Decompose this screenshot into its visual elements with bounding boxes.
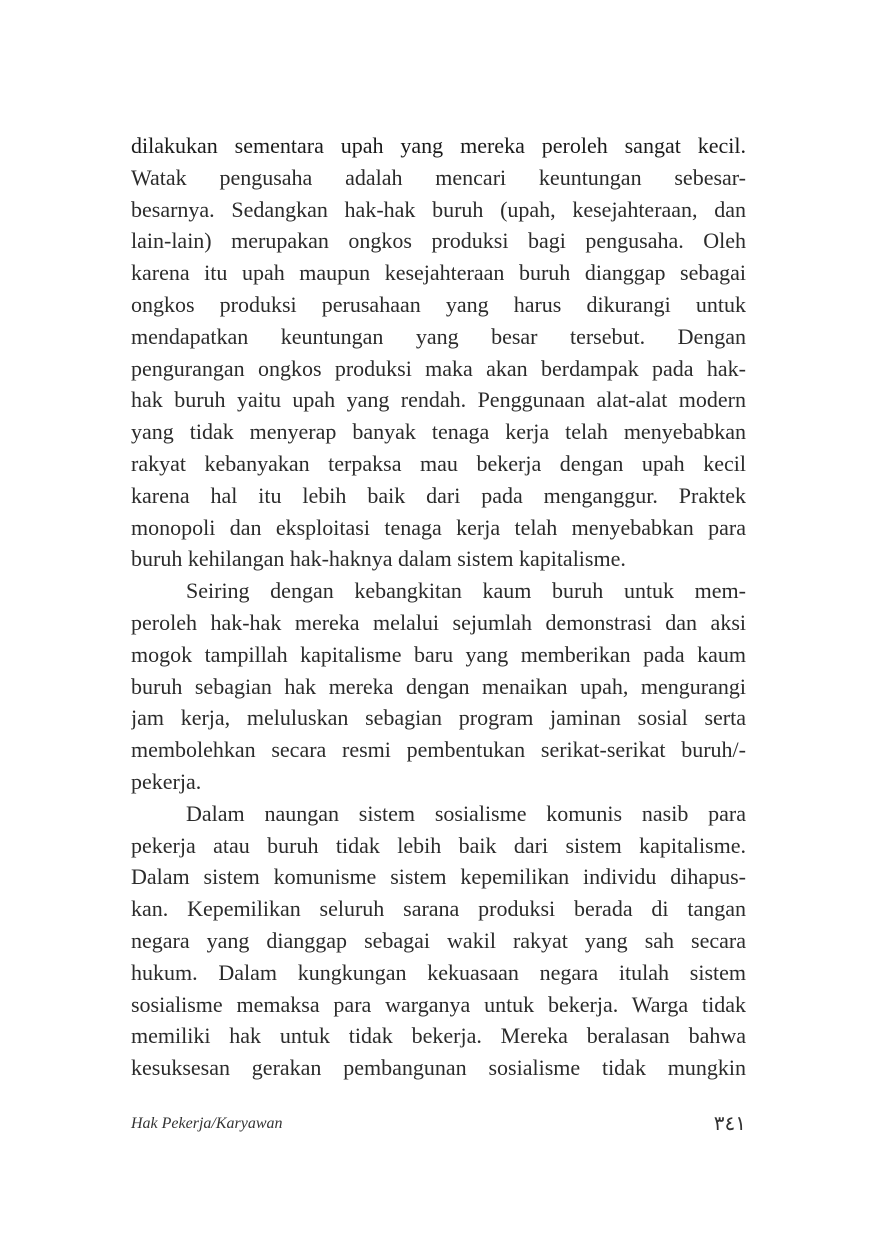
text-line: pengurangan ongkos produksi maka akan berdampak pada hak- — [131, 355, 746, 381]
text-line: Dalam naungan sistem sosialisme komunis nasib para — [186, 800, 746, 826]
page-number: ٣٤١ — [713, 1113, 746, 1135]
text-line: membolehkan secara resmi pembentukan serikat-serikat buruh/- — [131, 737, 746, 763]
text-line: rakyat kebanyakan terpaksa mau bekerja dengan upah kecil — [131, 450, 746, 476]
text-line: lain-lain) merupakan ongkos produksi bagi pengusaha. Oleh — [131, 228, 746, 254]
text-line: negara yang dianggap sebagai wakil rakyat yang sah secara — [131, 927, 746, 953]
text-line: monopoli dan eksploitasi tenaga kerja telah menyebabkan para — [131, 514, 746, 540]
page-footer — [131, 1111, 746, 1141]
text-line: Seiring dengan kebangkitan kaum buruh untuk mem- — [186, 578, 746, 604]
text-line: kesuksesan gerakan pembangunan sosialisme tidak mungkin — [131, 1055, 746, 1081]
text-line: buruh kehilangan hak-haknya dalam sistem kapitalisme. — [131, 546, 626, 572]
text-line: karena hal itu lebih baik dari pada menganggur. Praktek — [131, 482, 746, 508]
text-line: yang tidak menyerap banyak tenaga kerja telah menyebabkan — [131, 419, 746, 445]
text-line: peroleh hak-hak mereka melalui sejumlah demonstrasi dan aksi — [131, 609, 746, 635]
text-line: Watak pengusaha adalah mencari keuntungan sebesar- — [131, 164, 746, 190]
text-line: kan. Kepemilikan seluruh sarana produksi berada di tangan — [131, 896, 746, 922]
text-line: Dalam sistem komunisme sistem kepemilikan individu dihapus- — [131, 864, 746, 890]
text-line: mendapatkan keuntungan yang besar tersebut. Dengan — [131, 323, 746, 349]
text-line: dilakukan sementara upah yang mereka peroleh sangat kecil. — [131, 133, 746, 158]
text-line: jam kerja, meluluskan sebagian program jaminan sosial serta — [131, 705, 746, 731]
text-line: sosialisme memaksa para warganya untuk bekerja. Warga tidak — [131, 991, 746, 1017]
text-line: hukum. Dalam kungkungan kekuasaan negara itulah sistem — [131, 959, 746, 985]
running-title: Hak Pekerja/Karyawan — [131, 1115, 283, 1132]
text-line: memiliki hak untuk tidak bekerja. Mereka beralasan bahwa — [131, 1023, 746, 1049]
text-line: karena itu upah maupun kesejahteraan buruh dianggap sebagai — [131, 260, 746, 286]
text-line: pekerja atau buruh tidak lebih baik dari sistem kapitalisme. — [131, 832, 746, 858]
text-line: mogok tampillah kapitalisme baru yang memberikan pada kaum — [131, 641, 746, 667]
text-line: buruh sebagian hak mereka dengan menaikan upah, mengurangi — [131, 673, 746, 699]
text-line: besarnya. Sedangkan hak-hak buruh (upah, kesejahteraan, dan — [131, 196, 746, 222]
text-line: pekerja. — [131, 768, 202, 794]
text-line: hak buruh yaitu upah yang rendah. Penggunaan alat-alat modern — [131, 387, 746, 413]
text-line: ongkos produksi perusahaan yang harus dikurangi untuk — [131, 291, 746, 317]
body-text — [131, 130, 746, 1084]
